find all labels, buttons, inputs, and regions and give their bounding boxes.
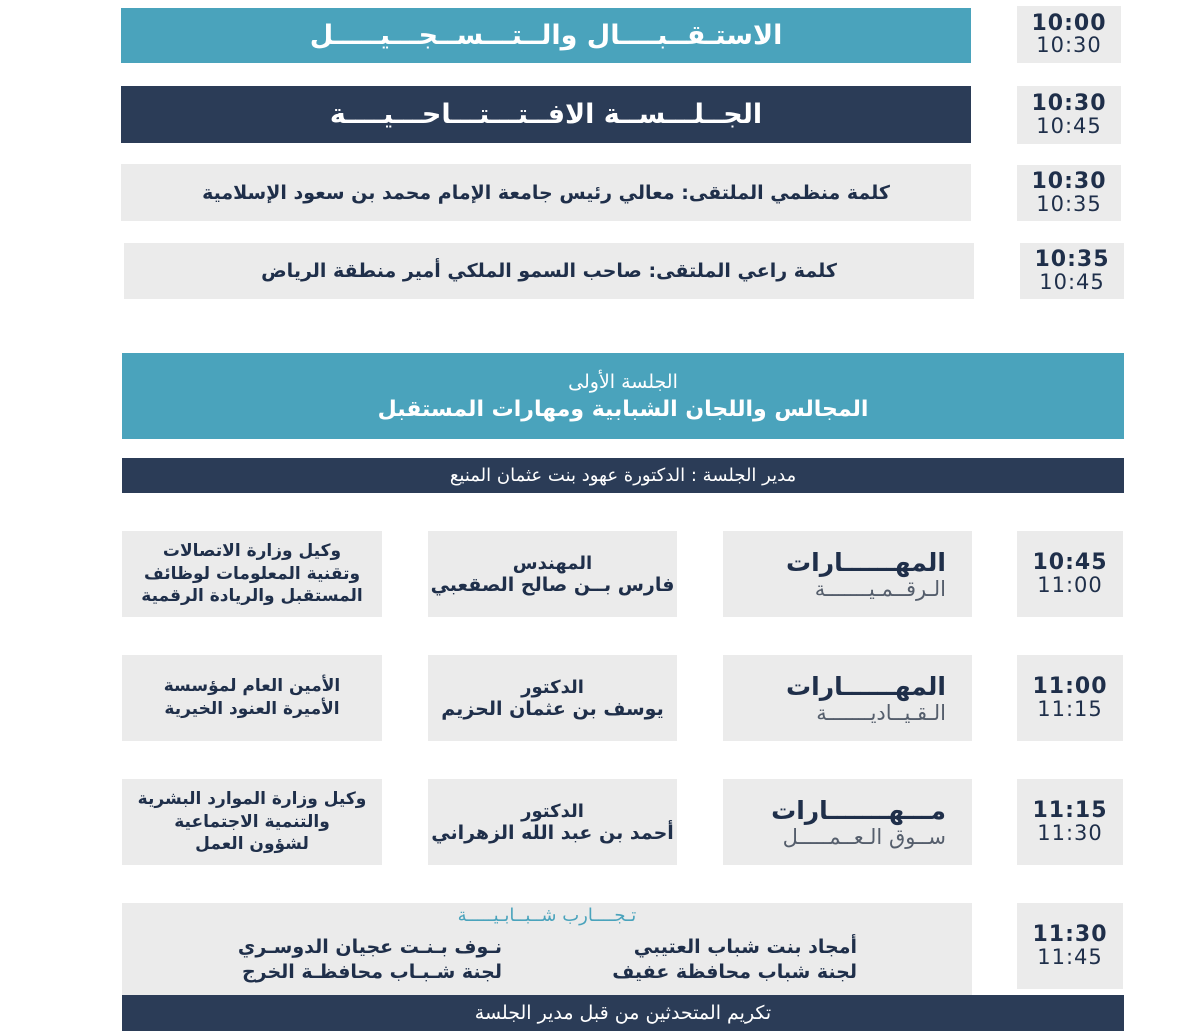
role-line: لشؤون العمل bbox=[195, 834, 309, 855]
time-end: 11:00 bbox=[1037, 572, 1103, 597]
talk-speaker bbox=[428, 655, 677, 741]
time-slot bbox=[1017, 6, 1121, 63]
closing-text: تكريم المتحدثين من قبل مدير الجلسة bbox=[474, 1002, 772, 1024]
role-line: الأميرة العنود الخيرية bbox=[164, 699, 340, 719]
time-start: 10:30 bbox=[1031, 91, 1107, 117]
youth-speaker-1 bbox=[612, 935, 857, 984]
session-title: المجالس واللجان الشبابية ومهارات المستقبل bbox=[377, 396, 869, 422]
topic-sub: الـرقــمـيـــــــة bbox=[814, 576, 946, 601]
role-line: المستقبل والريادة الرقمية bbox=[141, 586, 363, 607]
speaker-role bbox=[122, 531, 382, 617]
time-start: 10:30 bbox=[1031, 169, 1107, 195]
time-end: 11:45 bbox=[1037, 944, 1103, 969]
time-start: 11:00 bbox=[1032, 674, 1108, 700]
organizers-speech-row bbox=[121, 164, 971, 221]
time-end: 11:15 bbox=[1037, 696, 1103, 721]
topic-main: مـــهـــــــارات bbox=[771, 795, 946, 825]
sponsor-speech-text: كلمة راعي الملتقى: صاحب السمو الملكي أمير منطقة الرياض bbox=[261, 260, 837, 282]
role-line: وكيل وزارة الموارد البشرية bbox=[137, 788, 367, 809]
time-slot bbox=[1017, 655, 1123, 741]
speaker-role bbox=[122, 779, 382, 865]
topic-sub: الـقـيــاديـــــــة bbox=[816, 700, 946, 725]
speaker-name: فارس بــن صالح الصقعبي bbox=[430, 573, 675, 596]
session-header bbox=[122, 353, 1124, 439]
role-line: والتنمية الاجتماعية bbox=[174, 811, 330, 832]
youth-experiences-label: تـجــــارب شــبــابـيـــــة bbox=[457, 905, 637, 926]
speaker-title: الدكتور bbox=[521, 800, 584, 822]
time-end: 11:30 bbox=[1037, 820, 1103, 845]
time-start: 10:35 bbox=[1034, 247, 1110, 273]
reception-bar bbox=[121, 8, 971, 63]
time-start: 11:15 bbox=[1032, 798, 1108, 824]
session-label: الجلسة الأولى bbox=[568, 370, 678, 393]
time-slot bbox=[1017, 903, 1123, 989]
session-moderator-bar bbox=[122, 458, 1124, 493]
talk-topic bbox=[723, 655, 972, 741]
talk-speaker bbox=[428, 779, 677, 865]
speaker-title: المهندس bbox=[512, 552, 593, 574]
opening-session-title: الجــلـــســة الافــتـــتـــاحـــيــــة bbox=[329, 99, 763, 130]
youth-speaker-org: لجنة شـبـاب محافظـة الخرج bbox=[241, 960, 502, 983]
youth-speaker-name: نـوف بـنـت عجيان الدوسـري bbox=[237, 936, 502, 958]
time-slot bbox=[1017, 165, 1121, 221]
time-slot bbox=[1017, 86, 1121, 144]
youth-speaker-name: أمجاد بنت شباب العتيبي bbox=[633, 936, 857, 958]
reception-title: الاستـقــبــــال والــتـــســجـــيـــــل bbox=[309, 20, 783, 51]
speaker-name: يوسف بن عثمان الحزيم bbox=[441, 697, 664, 720]
topic-sub: ســوق الـعــمـــــل bbox=[782, 824, 946, 849]
role-line: وتقنية المعلومات لوظائف bbox=[143, 563, 361, 584]
time-slot bbox=[1017, 779, 1123, 865]
time-end: 10:45 bbox=[1036, 113, 1102, 138]
talk-topic bbox=[723, 779, 972, 865]
youth-speaker-org: لجنة شباب محافظة عفيف bbox=[612, 960, 857, 983]
sponsor-speech-row bbox=[124, 243, 974, 299]
speaker-name: أحمد بن عبد الله الزهراني bbox=[431, 821, 674, 844]
time-end: 10:35 bbox=[1036, 191, 1102, 216]
organizers-speech-text: كلمة منظمي الملتقى: معالي رئيس جامعة الإمام محمد بن سعود الإسلامية bbox=[202, 181, 890, 204]
time-slot bbox=[1017, 531, 1123, 617]
closing-bar bbox=[122, 995, 1124, 1031]
speaker-role bbox=[122, 655, 382, 741]
time-start: 10:00 bbox=[1031, 10, 1107, 36]
time-end: 10:30 bbox=[1036, 33, 1102, 58]
youth-speaker-2 bbox=[238, 935, 502, 984]
time-end: 10:45 bbox=[1039, 269, 1105, 294]
role-line: وكيل وزارة الاتصالات bbox=[162, 540, 342, 561]
speaker-title: الدكتور bbox=[521, 676, 584, 698]
topic-main: المهــــــارات bbox=[786, 671, 946, 701]
youth-experiences-panel bbox=[122, 903, 972, 995]
topic-main: المهــــــارات bbox=[786, 547, 946, 577]
time-start: 11:30 bbox=[1032, 922, 1108, 948]
talk-topic bbox=[723, 531, 972, 617]
role-line: الأمين العام لمؤسسة bbox=[163, 676, 341, 697]
moderator-text: مدير الجلسة : الدكتورة عهود بنت عثمان المنيع bbox=[449, 465, 797, 486]
time-slot bbox=[1020, 243, 1124, 299]
opening-session-bar bbox=[121, 86, 971, 143]
talk-speaker bbox=[428, 531, 677, 617]
time-start: 10:45 bbox=[1032, 550, 1108, 576]
